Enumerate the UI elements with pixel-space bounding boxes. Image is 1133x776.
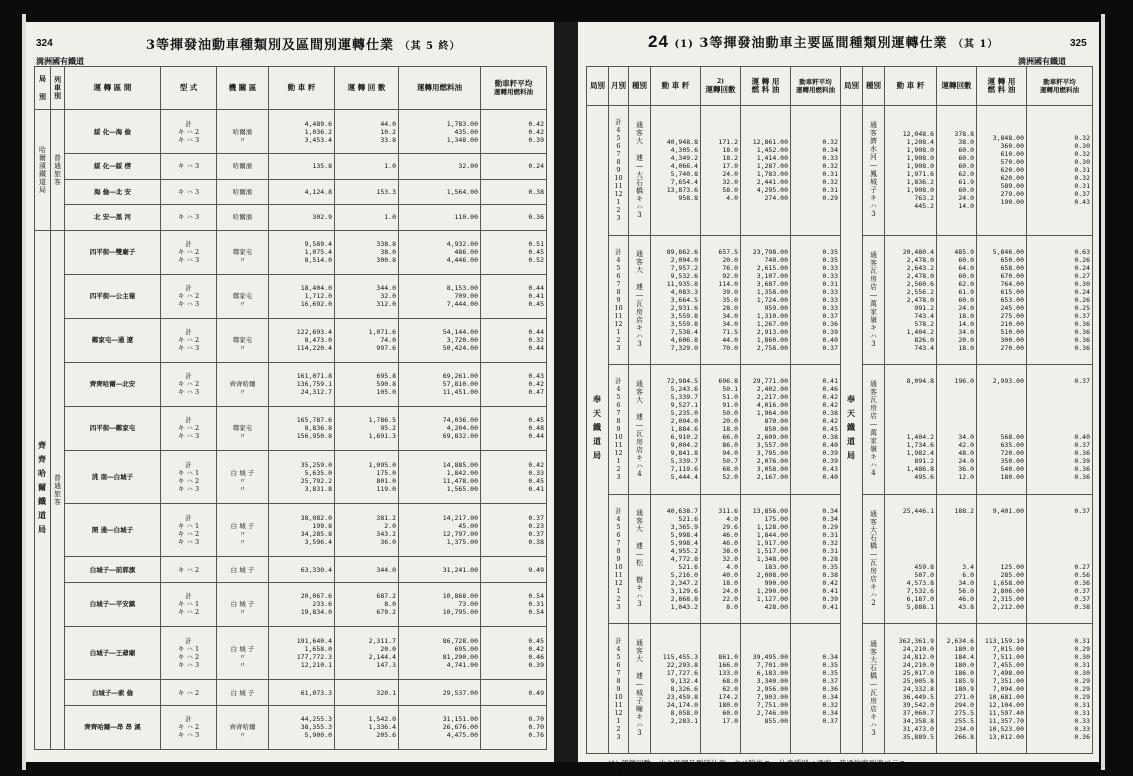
type-cell: 計 キ ハ 1 キ ハ 2 キ ハ 3 <box>161 626 217 679</box>
title-subnumber: (1) <box>674 39 694 50</box>
table-row <box>35 110 547 154</box>
type-cell: 計 キ ハ 2 キ ハ 3 <box>161 362 217 406</box>
fuel-cell: 13,856.00 175.00 1,128.00 1,844.00 1,917.00 1,517.00 1,348.00 183.00 2,008.00 990.00 1,290.00 1,127.00 428.00 <box>741 494 791 624</box>
route-cell <box>629 624 651 754</box>
bureau-cell: 齊齊哈爾鐵道局 <box>35 230 51 749</box>
car-km-cell: 89,862.6 2,094.0 7,957.2 9,532.6 11,935.8 4,083.3 3,664.5 2,931.6 3,559.8 3,559.8 7,538.4 4,606.8 7,329.0 <box>651 235 701 365</box>
route-name: 大 連―瓦房店 <box>635 266 644 325</box>
car-km-cell: 63,330.4 <box>269 557 335 583</box>
type-cell: 計 キ ハ 2 キ ハ 3 <box>161 705 217 749</box>
header-kind-2: 種別 <box>863 67 885 106</box>
average-cell: 0.37 0.23 0.37 0.38 <box>481 504 547 557</box>
page-title <box>146 34 461 53</box>
average-cell: 0.37 0.40 0.37 0.36 0.39 0.36 0.36 <box>1027 365 1093 495</box>
car-km-cell: 72,984.5 5,243.6 5,339.7 9,527.1 5,235.0 2,094.0 1,884.6 6,910.2 9,004.2 9,841.8 5,339.7 7,119.6 5,444.4 <box>651 365 701 495</box>
runs-cell: 44.0 10.2 33.8 <box>335 110 399 154</box>
fuel-cell: 14,885.00 1,842.00 11,478.00 1,565.00 <box>399 450 481 503</box>
depot-cell: 鄭家屯 〃 <box>217 406 269 450</box>
route-kind: 通客 <box>635 379 644 396</box>
runs-cell: 1,095.0 175.0 801.0 119.0 <box>335 450 399 503</box>
header-line: 列車別 <box>51 67 65 110</box>
line-type-cell: 普通旅客 <box>51 110 65 231</box>
fuel-cell: 32.00 <box>399 154 481 180</box>
fuel-cell: 4,932.00 486.00 4,446.00 <box>399 230 481 274</box>
average-cell: 0.32 0.34 0.33 0.32 0.31 0.32 0.31 0.29 <box>791 106 841 236</box>
car-km-cell: 4,489.6 1,036.2 3,453.4 <box>269 110 335 154</box>
bureau-cell: 哈爾濱鐵道局 <box>35 110 51 231</box>
table-row <box>587 365 1093 495</box>
runs-cell: 2,311.7 20.0 2,144.4 147.3 <box>335 626 399 679</box>
table-row <box>587 624 1093 754</box>
type-cell: キ ハ 3 <box>161 205 217 231</box>
type-cell: 計 キ ハ 2 キ ハ 3 <box>161 230 217 274</box>
right-data-table <box>586 66 1093 754</box>
route-cell <box>629 106 651 236</box>
depot-cell: 齊齊哈爾 〃 <box>217 362 269 406</box>
car-km-cell: 302.9 <box>269 205 335 231</box>
car-km-cell: 18,404.0 1,712.0 16,692.0 <box>269 274 335 318</box>
section-cell: 齊齊哈爾―北安 <box>65 362 161 406</box>
book-gutter <box>554 22 578 762</box>
depot-cell: 白 城 子 〃 〃 <box>217 504 269 557</box>
fuel-cell: 2,993.00 568.00 635.00 720.00 350.00 540.00 180.00 <box>977 365 1027 495</box>
route-car-type: キハ3 <box>635 713 644 739</box>
runs-cell: 2,634.6 180.0 184.4 180.0 186.0 185.9 180.9 271.0 294.0 275.5 255.5 234.0 266.8 <box>937 624 977 754</box>
route-cell <box>629 494 651 624</box>
runs-cell: 1.0 <box>335 154 399 180</box>
depot-cell: 哈爾濱 <box>217 154 269 180</box>
header-runs: 運 轉 回 數 <box>335 67 399 110</box>
table-row <box>587 235 1093 365</box>
average-cell: 0.42 0.42 0.39 <box>481 110 547 154</box>
section-cell: 齊齊哈爾―昂 昂 溪 <box>65 705 161 749</box>
footnotes <box>608 760 906 776</box>
route-cell <box>863 494 885 624</box>
header-fuel: 運轉用燃料油 <box>399 67 481 110</box>
depot-cell: 白 城 子 〃 <box>217 582 269 626</box>
type-cell: 計 キ ハ 2 キ ハ 3 <box>161 110 217 154</box>
fuel-cell: 69,261.00 57,810.00 11,451.00 <box>399 362 481 406</box>
fuel-cell: 54,144.00 3,720.00 50,424.00 <box>399 318 481 362</box>
fuel-cell: 1,564.00 <box>399 179 481 205</box>
average-cell: 0.49 <box>481 680 547 706</box>
type-cell: 計 キ ハ 2 キ ハ 3 <box>161 274 217 318</box>
car-km-cell: 40,948.8 4,305.6 4,349.2 4,066.4 5,740.8 7,654.4 13,873.6 958.8 <box>651 106 701 236</box>
type-cell: キ ハ 3 <box>161 154 217 180</box>
runs-cell: 344.0 <box>335 557 399 583</box>
depot-cell: 白 城 子 〃 〃 <box>217 450 269 503</box>
car-km-cell: 44,255.3 38,355.3 5,900.0 <box>269 705 335 749</box>
route-cell <box>863 235 885 365</box>
table-row <box>35 318 547 362</box>
depot-cell: 鄭家屯 〃 <box>217 274 269 318</box>
route-kind: 通客 <box>635 639 644 656</box>
runs-cell: 381.2 2.0 343.2 36.0 <box>335 504 399 557</box>
fuel-cell: 29,537.00 <box>399 680 481 706</box>
table-row <box>35 504 547 557</box>
runs-cell: 1.0 <box>335 205 399 231</box>
car-km-cell: 165,787.6 8,836.8 156,950.8 <box>269 406 335 450</box>
fuel-cell: 5,846.00 650.00 658.00 670.00 764.00 615.00 653.00 245.00 275.00 210.00 510.00 300.00 270.00 <box>977 235 1027 365</box>
car-km-cell: 20,480.4 2,478.0 2,643.2 2,478.0 2,560.6 2,556.2 2,478.0 991.2 743.4 578.2 1,404.2 826.0 743.4 <box>885 235 937 365</box>
table-row <box>35 362 547 406</box>
runs-cell: 695.8 590.8 105.0 <box>335 362 399 406</box>
table-row <box>587 494 1093 624</box>
route-cell <box>863 365 885 495</box>
average-cell: 0.45 0.42 0.46 0.39 <box>481 626 547 679</box>
type-cell: 計 キ ハ 1 キ ハ 2 <box>161 582 217 626</box>
runs-cell: 1,071.6 74.0 997.6 <box>335 318 399 362</box>
publisher-label: 満洲國有鐵道 <box>1018 56 1066 66</box>
header-section: 運 轉 區 間 <box>65 67 161 110</box>
route-car-type: キハ4 <box>869 453 878 479</box>
depot-cell: 白 城 子 <box>217 557 269 583</box>
average-cell: 0.42 0.33 0.45 0.41 <box>481 450 547 503</box>
section-cell: 鄭家屯―通 遼 <box>65 318 161 362</box>
depot-cell: 白 城 子 〃 〃 <box>217 626 269 679</box>
runs-cell: 171.2 18.0 18.2 17.0 24.0 32.0 58.0 4.0 <box>701 106 741 236</box>
route-car-type: キハ3 <box>869 712 878 738</box>
route-car-type: キハ4 <box>635 453 644 479</box>
fuel-cell: 39,495.00 7,701.00 6,183.00 3,340.00 2,956.00 7,903.00 7,751.00 2,746.00 855.00 <box>741 624 791 754</box>
type-cell: 計 キ ハ 2 キ ハ 3 <box>161 318 217 362</box>
route-car-type: キハ3 <box>869 194 878 220</box>
route-kind: 通客 <box>635 120 644 137</box>
route-car-type: キハ3 <box>869 323 878 349</box>
fuel-cell: 10,868.00 73.00 10,795.00 <box>399 582 481 626</box>
table-row <box>35 154 547 180</box>
average-cell: 0.54 0.31 0.54 <box>481 582 547 626</box>
page-title <box>648 32 998 52</box>
runs-cell: 196.0 34.0 42.0 48.0 24.0 36.0 12.0 <box>937 365 977 495</box>
fuel-cell: 8,153.00 709.00 7,444.00 <box>399 274 481 318</box>
runs-cell: 311.6 4.0 29.6 46.0 46.0 38.0 32.0 4.0 40.0 18.0 24.0 22.0 8.0 <box>701 494 741 624</box>
table-row <box>35 680 547 706</box>
average-cell: 0.34 0.35 0.35 0.37 0.36 0.34 0.32 0.34 0.37 <box>791 624 841 754</box>
header-month: 月別 <box>609 67 629 106</box>
type-cell: キ ハ 3 <box>161 179 217 205</box>
header-type: 型 式 <box>161 67 217 110</box>
fuel-cell: 29,771.00 2,402.00 2,217.00 4,016.00 1,964.00 870.00 850.00 2,609.00 3,557.00 3,795.00 2,076.00 3,058.00 2,167.00 <box>741 365 791 495</box>
route-kind: 通客 <box>635 250 644 267</box>
fuel-cell: 113,159.10 7,015.00 7,511.00 7,455.00 7,498.00 7,351.00 7,094.00 10,681.00 12,104.00 11,597.40 11,357.70 10,523.00 13,012.00 <box>977 624 1027 754</box>
depot-cell: 白 城 子 <box>217 680 269 706</box>
header-average: 動車粁平均 運轉用燃料油 <box>791 67 841 106</box>
header-car-km-2: 動 車 粁 <box>885 67 937 106</box>
table-row <box>35 557 547 583</box>
runs-cell: 378.8 38.0 60.0 60.0 60.0 62.0 61.9 60.0 24.0 14.0 <box>937 106 977 236</box>
header-bureau-2: 局別 <box>841 67 863 106</box>
average-cell: 0.44 0.32 0.44 <box>481 318 547 362</box>
runs-cell: 338.8 38.0 300.8 <box>335 230 399 274</box>
month-cell: 計 4 5 6 7 8 9 10 11 12 1 2 3 <box>609 106 629 236</box>
average-cell: 0.37 0.27 0.56 0.36 0.37 0.37 0.38 <box>1027 494 1093 624</box>
type-cell: キ ハ 2 <box>161 557 217 583</box>
header-car-km: 動 車 粁 <box>651 67 701 106</box>
average-cell: 0.49 <box>481 557 547 583</box>
car-km-cell: 8,094.8 1,404.2 1,734.6 1,982.4 891.2 1,486.8 495.6 <box>885 365 937 495</box>
right-table-body <box>587 106 1093 754</box>
month-cell: 計 4 5 6 7 8 9 10 11 12 1 2 3 <box>609 235 629 365</box>
table-row <box>35 406 547 450</box>
average-cell: 0.24 <box>481 154 547 180</box>
line-type-cell: 普通旅客 <box>51 230 65 749</box>
car-km-cell: 20,067.6 233.6 19,834.0 <box>269 582 335 626</box>
section-cell: 四平街―鄭家屯 <box>65 406 161 450</box>
section-cell: 白城子―索 倫 <box>65 680 161 706</box>
page-number: 324 <box>36 38 53 49</box>
header-fuel-2: 運 轉 用 燃 料 油 <box>977 67 1027 106</box>
runs-cell: 687.2 8.0 679.2 <box>335 582 399 626</box>
right-page <box>578 22 1099 776</box>
depot-cell: 鄭家屯 〃 <box>217 230 269 274</box>
depot-cell: 哈爾濱 〃 <box>217 110 269 154</box>
section-cell: 海 倫―北 安 <box>65 179 161 205</box>
table-row <box>35 230 547 274</box>
average-cell: 0.41 0.46 0.42 0.42 0.38 0.42 0.45 0.38 0.40 0.39 0.39 0.43 0.40 <box>791 365 841 495</box>
header-car-km: 動 車 粁 <box>269 67 335 110</box>
average-cell: 0.34 0.34 0.29 0.31 0.32 0.31 0.28 0.35 0.38 0.42 0.41 0.39 0.41 <box>791 494 841 624</box>
runs-cell: 320.1 <box>335 680 399 706</box>
section-cell: 綏 化―海 倫 <box>65 110 161 154</box>
header-runs-note: 2) <box>716 78 724 85</box>
car-km-cell: 35,259.0 5,635.0 25,792.2 3,831.8 <box>269 450 335 503</box>
car-km-cell: 362,361.9 24,210.0 24,812.0 24,210.0 25,017.0 25,005.8 24,332.8 36,449.5 39,542.0 37,060.7 34,358.8 31,473.0 35,889.5 <box>885 624 937 754</box>
route-name: 瓦房店―萬家嶺 <box>869 396 878 454</box>
car-km-cell: 9,589.4 1,075.4 8,514.0 <box>269 230 335 274</box>
runs-cell: 861.0 166.0 133.0 68.0 62.0 174.2 180.0 60.0 17.0 <box>701 624 741 754</box>
fuel-cell: 31,151.00 26,676.00 4,475.00 <box>399 705 481 749</box>
route-name: 大 連―松 樹 <box>635 525 644 585</box>
left-table-body <box>35 110 547 750</box>
runs-cell: 344.0 32.0 312.0 <box>335 274 399 318</box>
section-cell: 北 安―黑 河 <box>65 205 161 231</box>
route-kind: 通客 <box>869 510 878 527</box>
section-cell: 白城子―前郭旗 <box>65 557 161 583</box>
section-cell: 綏 化―綏 楞 <box>65 154 161 180</box>
runs-cell: 153.3 <box>335 179 399 205</box>
car-km-cell: 12,048.6 1,208.4 1,908.0 1,908.0 1,908.0 1,971.6 1,836.2 1,908.0 763.2 445.2 <box>885 106 937 236</box>
average-cell: 0.63 0.26 0.24 0.27 0.30 0.24 0.26 0.25 0.37 0.36 0.36 0.36 0.36 <box>1027 235 1093 365</box>
average-cell: 0.38 <box>481 179 547 205</box>
fuel-cell: 3,848.00 360.00 610.00 570.00 620.00 620.00 589.00 279.00 190.00 <box>977 106 1027 236</box>
header-average-sub: 運轉用燃料油 <box>494 88 533 96</box>
route-cell <box>863 624 885 754</box>
average-cell: 0.36 <box>481 205 547 231</box>
depot-cell: 鄭家屯 〃 <box>217 318 269 362</box>
fuel-cell: 74,036.00 4,204.00 69,832.00 <box>399 406 481 450</box>
fuel-cell: 86,728.00 695.00 81,290.00 4,741.00 <box>399 626 481 679</box>
footnote: (2) 片道ヲ1回トシ以下之ニ同ジ <box>608 767 716 776</box>
section-cell: 四平街―雙廟子 <box>65 230 161 274</box>
car-km-cell: 4,124.8 <box>269 179 335 205</box>
depot-cell: 齊齊哈爾 〃 <box>217 705 269 749</box>
runs-cell: 1,786.5 95.2 1,691.3 <box>335 406 399 450</box>
section-cell: 白城子―平安鎮 <box>65 582 161 626</box>
average-cell: 0.43 0.42 0.47 <box>481 362 547 406</box>
title-text: 3等揮發油動車主要區間種類別運轉仕業 <box>699 36 948 51</box>
header-fuel: 運 轉 用 燃 料 油 <box>741 67 791 106</box>
fuel-cell: 110.00 <box>399 205 481 231</box>
type-cell: キ ハ 2 <box>161 680 217 706</box>
route-kind: 通客 <box>869 639 878 656</box>
section-cell: 開 通―白城子 <box>65 504 161 557</box>
car-km-cell: 191,640.4 1,658.0 177,772.3 12,210.1 <box>269 626 335 679</box>
depot-cell: 哈爾濱 <box>217 205 269 231</box>
fuel-cell: 31,241.00 <box>399 557 481 583</box>
header-bureau: 局 別 <box>35 67 51 110</box>
average-cell: 0.32 0.30 0.32 0.30 0.31 0.32 0.31 0.37 0.43 <box>1027 106 1093 236</box>
route-cell <box>629 365 651 495</box>
month-cell: 計 4 5 6 7 8 9 10 11 12 1 2 3 <box>609 624 629 754</box>
section-cell: 洮 南―白城子 <box>65 450 161 503</box>
fuel-cell: 14,217.00 45.00 12,797.00 1,375.00 <box>399 504 481 557</box>
publisher-label: 満洲國有鐵道 <box>36 56 84 66</box>
route-car-type: キハ2 <box>869 583 878 609</box>
table-row <box>35 205 547 231</box>
runs-cell: 1,542.0 1,336.4 205.6 <box>335 705 399 749</box>
runs-cell: 188.2 3.4 6.0 34.0 56.0 46.0 43.8 <box>937 494 977 624</box>
header-kind: 種別 <box>629 67 651 106</box>
table-row <box>35 582 547 626</box>
footnote: (1) 運轉回數ハ少キ區間及型別仕業ハ之ヲ除外ス、仕業種別ノ通客ハ普通旅客列車ヲ示ス <box>608 759 907 768</box>
route-cell <box>629 235 651 365</box>
route-name: 大石橋―瓦房店 <box>869 655 878 713</box>
route-name: 濟水河―鳳城子 <box>869 137 878 195</box>
right-page-edge <box>1101 14 1105 770</box>
title-text: 3等揮發油動車種類別及區間別運轉仕業 <box>146 38 395 53</box>
page-number: 325 <box>1070 38 1087 49</box>
header-bureau: 局別 <box>587 67 609 106</box>
route-kind: 通客 <box>869 380 878 397</box>
left-page <box>26 22 554 762</box>
header-average <box>481 67 547 110</box>
runs-cell: 657.5 20.0 76.0 92.0 114.0 39.0 35.0 28.0 34.0 34.0 71.5 44.0 70.0 <box>701 235 741 365</box>
car-km-cell: 161,071.8 136,759.1 24,312.7 <box>269 362 335 406</box>
table-row <box>35 274 547 318</box>
car-km-cell: 25,446.1 459.8 507.0 4,573.8 7,532.6 6,187.0 5,888.1 <box>885 494 937 624</box>
header-runs-2: 運轉回數 <box>937 67 977 106</box>
route-car-type: キハ3 <box>635 324 644 350</box>
runs-cell: 485.9 60.0 64.0 60.0 62.0 61.9 60.0 24.0 18.0 14.0 34.0 20.0 18.0 <box>937 235 977 365</box>
car-km-cell: 135.8 <box>269 154 335 180</box>
depot-cell: 哈爾濱 <box>217 179 269 205</box>
section-cell: 四平街―公主嶺 <box>65 274 161 318</box>
title-suffix: （其 5 終） <box>399 41 461 52</box>
runs-cell: 696.8 50.1 51.0 91.0 50.0 20.0 18.0 66.0 86.0 94.0 50.7 68.0 52.0 <box>701 365 741 495</box>
route-name: 大 連―城子疃 <box>635 655 644 714</box>
title-suffix: （其 1） <box>952 39 999 50</box>
header-runs <box>701 67 741 106</box>
fuel-cell: 9,401.00 125.00 285.00 1,658.00 2,806.00 2,315.00 2,212.00 <box>977 494 1027 624</box>
car-km-cell: 38,082.0 199.8 34,285.8 3,596.4 <box>269 504 335 557</box>
average-cell: 0.35 0.35 0.33 0.33 0.31 0.33 0.33 0.33 0.37 0.36 0.39 0.40 0.37 <box>791 235 841 365</box>
route-name: 瓦房店―萬家嶺 <box>869 266 878 324</box>
route-kind: 通客 <box>869 250 878 267</box>
section-cell: 白城子―王爺廟 <box>65 626 161 679</box>
fuel-cell: 23,798.00 740.00 2,615.00 3,107.00 3,687.00 1,358.00 1,724.00 959.00 1,310.00 1,267.00 2,913.00 1,860.00 2,758.00 <box>741 235 791 365</box>
fuel-cell: 1,783.00 435.00 1,348.00 <box>399 110 481 154</box>
type-cell: 計 キ ハ 2 キ ハ 3 <box>161 406 217 450</box>
car-km-cell: 61,073.3 <box>269 680 335 706</box>
bureau-cell: 奉天鐵道局 <box>587 106 609 754</box>
car-km-cell: 115,455.3 22,293.8 17,727.6 9,132.4 8,326.6 23,459.8 24,174.0 8,058.0 2,283.1 <box>651 624 701 754</box>
route-kind: 通客 <box>635 509 644 526</box>
month-cell: 計 4 5 6 7 8 9 10 11 12 1 2 3 <box>609 494 629 624</box>
route-name: 大石橋―瓦房店 <box>869 526 878 584</box>
type-cell: 計 キ ハ 1 キ ハ 2 キ ハ 3 <box>161 504 217 557</box>
average-cell: 0.70 0.70 0.76 <box>481 705 547 749</box>
header-average-label: 動車粁平均 <box>494 79 533 88</box>
average-cell: 0.51 0.45 0.52 <box>481 230 547 274</box>
title-number: 24 <box>648 32 669 51</box>
month-cell: 計 4 5 6 7 8 9 10 11 12 1 2 3 <box>609 365 629 495</box>
header-average-2: 動車粁平均 運轉用燃料油 <box>1027 67 1093 106</box>
table-row <box>587 106 1093 236</box>
route-car-type: キハ3 <box>635 194 644 220</box>
route-name: 大 連―大石橋 <box>635 136 644 195</box>
route-name: 大 連―瓦房店 <box>635 395 644 454</box>
route-cell <box>863 106 885 236</box>
average-cell: 0.45 0.48 0.44 <box>481 406 547 450</box>
table-row <box>35 705 547 749</box>
route-kind: 通客 <box>869 121 878 138</box>
header-depot: 機 關 區 <box>217 67 269 110</box>
left-data-table <box>34 66 547 750</box>
average-cell: 0.31 0.29 0.30 0.31 0.30 0.29 0.29 0.29 0.31 0.31 0.33 0.33 0.36 <box>1027 624 1093 754</box>
table-row <box>35 626 547 679</box>
header-runs-label: 運轉回數 <box>705 85 736 94</box>
bureau-cell: 奉天鐵道局 <box>841 106 863 754</box>
route-car-type: キハ3 <box>635 584 644 610</box>
fuel-cell: 12,861.00 1,452.00 1,414.00 1,287.00 1,783.00 2,441.00 4,295.00 274.00 <box>741 106 791 236</box>
type-cell: 計 キ ハ 1 キ ハ 2 キ ハ 3 <box>161 450 217 503</box>
average-cell: 0.44 0.41 0.45 <box>481 274 547 318</box>
table-row <box>35 179 547 205</box>
car-km-cell: 40,638.7 521.6 3,365.9 5,998.4 5,998.4 4,955.2 4,772.8 521.6 5,216.0 2,347.2 3,129.6 2,868.8 1,043.2 <box>651 494 701 624</box>
table-row <box>35 450 547 503</box>
car-km-cell: 122,693.4 8,473.0 114,220.4 <box>269 318 335 362</box>
